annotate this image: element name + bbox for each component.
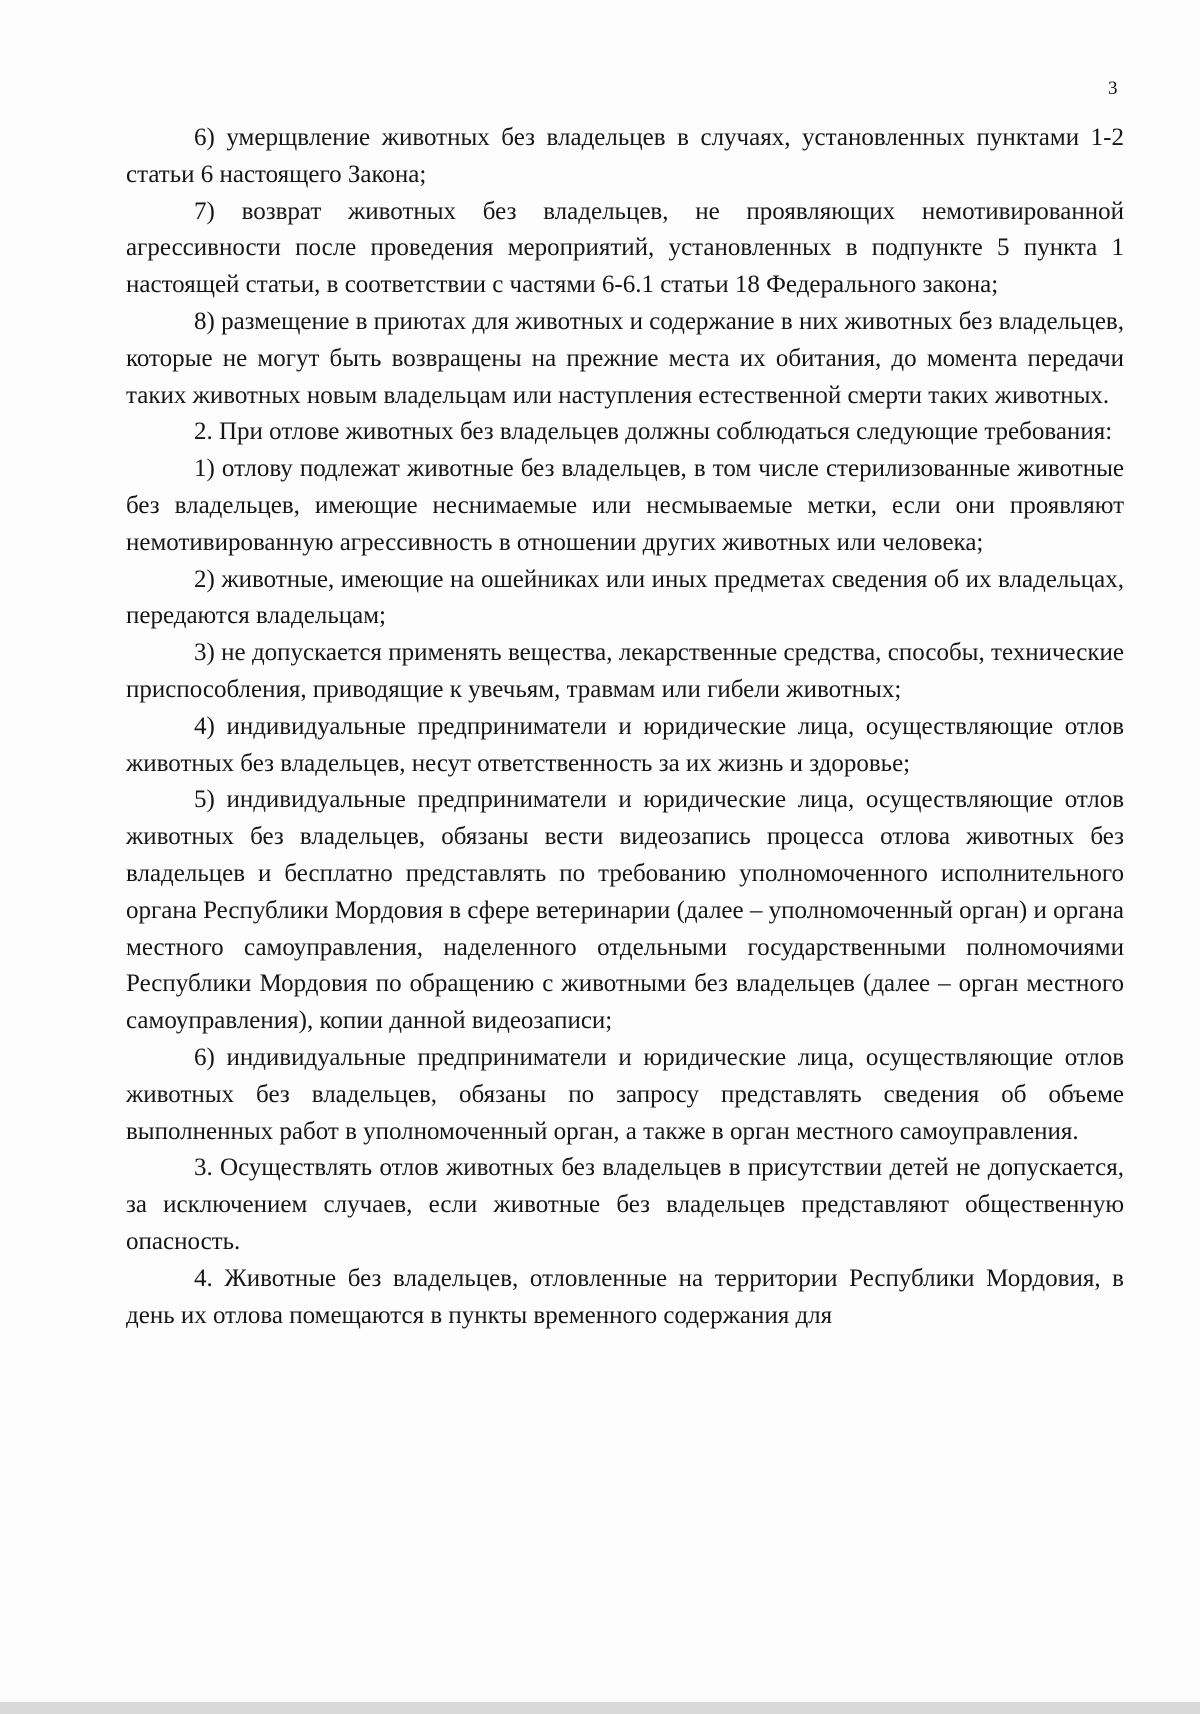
paragraph-requirement-1: 1) отлову подлежат животные без владельцев, в том числе стерилизованные животные без владельцев, имеющие неснимаемые или несмываемые метки, если они проявляют немотивированную агрессивность в отношении других животных или человека; (126, 455, 1124, 556)
scan-bottom-edge (0, 1702, 1200, 1714)
paragraph-requirement-6: 6) индивидуальные предприниматели и юридические лица, осуществляющие отлов животных без владельцев, обязаны по запросу представлять сведения об объеме выполненных работ в уполномоченный орган, а также в орган местного самоуправления. (126, 1043, 1124, 1145)
paragraph-item-8: 8) размещение в приютах для животных и содержание в них животных без владельцев, которые не могут быть возвращены на прежние места их обитания, до момента передачи таких животных новым владельцам или наступления естественной смерти таких животных. (126, 307, 1124, 409)
paragraph-requirement-5: 5) индивидуальные предприниматели и юридические лица, осуществляющие отлов животных без владельцев, обязаны вести видеозапись процесса отлова животных без владельцев и бесплатно представлять по требованию уполномоченного исполнительного органа Республики Мордовия в сфере ветеринарии (далее – уполномоченный орган) и органа местного самоуправления, наделенного отдельными государственными полномочиями Республики Мордовия по обращению с животными без владельцев (далее – орган местного самоуправления), копии данной видеозаписи; (126, 786, 1124, 1035)
page-number: 3 (1108, 78, 1118, 99)
paragraph-section-4: 4. Животные без владельцев, отловленные на территории Республики Мордовия, в день их отлова помещаются в пункты временного содержания для (126, 1264, 1124, 1329)
paragraph-requirement-2: 2) животные, имеющие на ошейниках или иных предметах сведения об их владельцах, передаются владельцам; (126, 565, 1124, 630)
paragraph-section-2: 2. При отлове животных без владельцев должны соблюдаться следующие требования: (194, 418, 1113, 446)
paragraph-section-3: 3. Осуществлять отлов животных без владельцев в присутствии детей не допускается, за исключением случаев, если животные без владельцев представляют общественную опасность. (126, 1154, 1124, 1255)
paragraph-requirement-4: 4) индивидуальные предприниматели и юридические лица, осуществляющие отлов животных без владельцев, несут ответственность за их жизнь и здоровье; (126, 712, 1124, 777)
paragraph-requirement-3: 3) не допускается применять вещества, лекарственные средства, способы, технические приспособления, приводящие к увечьям, травмам или гибели животных; (126, 639, 1124, 703)
paragraph-item-7: 7) возврат животных без владельцев, не проявляющих немотивированной агрессивности после проведения мероприятий, установленных в подпункте 5 пункта 1 настоящей статьи, в соответствии с частями 6-6.1 статьи 18 Федерального закона; (126, 197, 1124, 299)
paragraph-item-6: 6) умерщвление животных без владельцев в случаях, установленных пунктами 1-2 статьи 6 настоящего Закона; (126, 124, 1124, 188)
document-body (126, 120, 1124, 1334)
